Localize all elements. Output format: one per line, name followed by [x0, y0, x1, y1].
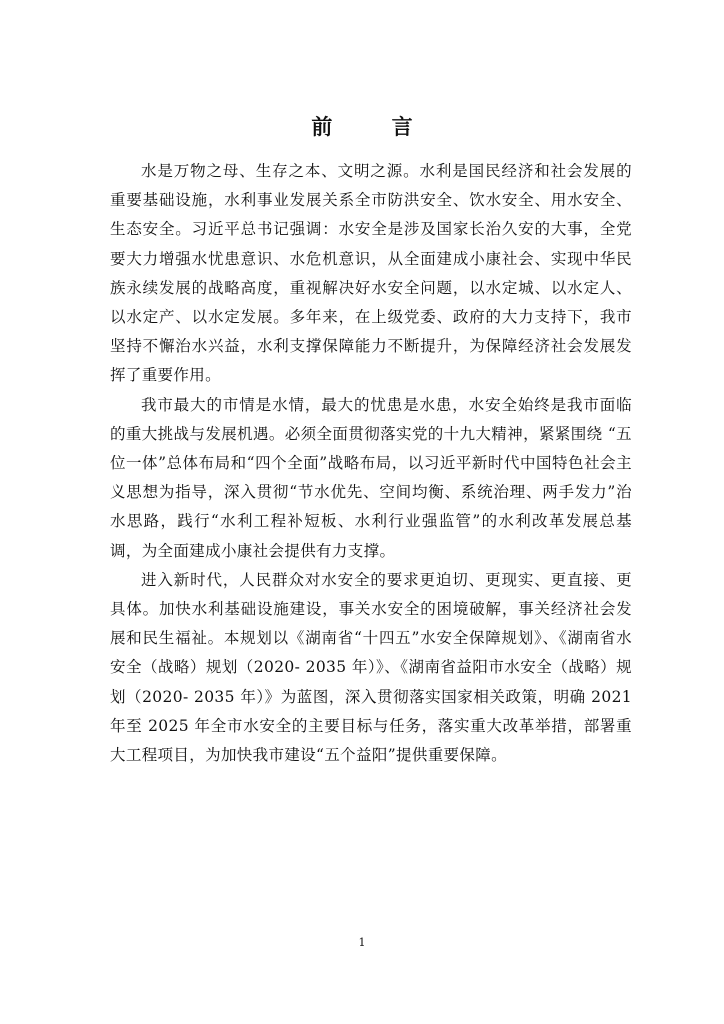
- paragraph-3: 进入新时代，人民群众对水安全的要求更迫切、更现实、更直接、更具体。加快水利基础设施建设，事关水安全的困境破解，事关经济社会发展和民生福祉。本规划以《湖南省“十四五”水安全保障规划》、《湖南省水安全（战略）规划（2020- 2035 年）》、《湖南省益阳市水安全（战略）规划（2020- 2035 年）》为蓝图，深入贯彻落实国家相关政策，明确 2021 年至 2025 年全市水安全的主要目标与任务，落实重大改革举措，部署重大工程项目，为加快我市建设“五个益阳”提供重要保障。: [110, 570, 632, 765]
- page-title: 前 言: [311, 114, 439, 139]
- page-number: 1: [358, 936, 366, 949]
- paragraph-1: 水是万物之母、生存之本、文明之源。水利是国民经济和社会发展的重要基础设施，水利事业发展关系全市防洪安全、饮水安全、用水安全、生态安全。习近平总书记强调：水安全是涉及国家长治久安的大事，全党要大力增强水忧患意识、水危机意识，从全面建成小康社会、实现中华民族永续发展的战略高度，重视解决好水安全问题，以水定城、以水定人、以水定产、以水定发展。多年来，在上级党委、政府的大力支持下，我市坚持不懈治水兴益，水利支撑保障能力不断提升，为保障经济社会发展发挥了重要作用。: [110, 162, 632, 385]
- paragraph-2: 我市最大的市情是水情，最大的忧患是水患，水安全始终是我市面临的重大挑战与发展机遇。必须全面贯彻落实党的十九大精神，紧紧围绕 “五位一体”总体布局和“四个全面”战略布局，以习近平新时代中国特色社会主义思想为指导，深入贯彻“节水优先、空间均衡、系统治理、两手发力”治水思路，践行“水利工程补短板、水利行业强监管”的水利改革发展总基调，为全面建成小康社会提供有力支撑。: [110, 395, 632, 560]
- document-body: [110, 157, 632, 770]
